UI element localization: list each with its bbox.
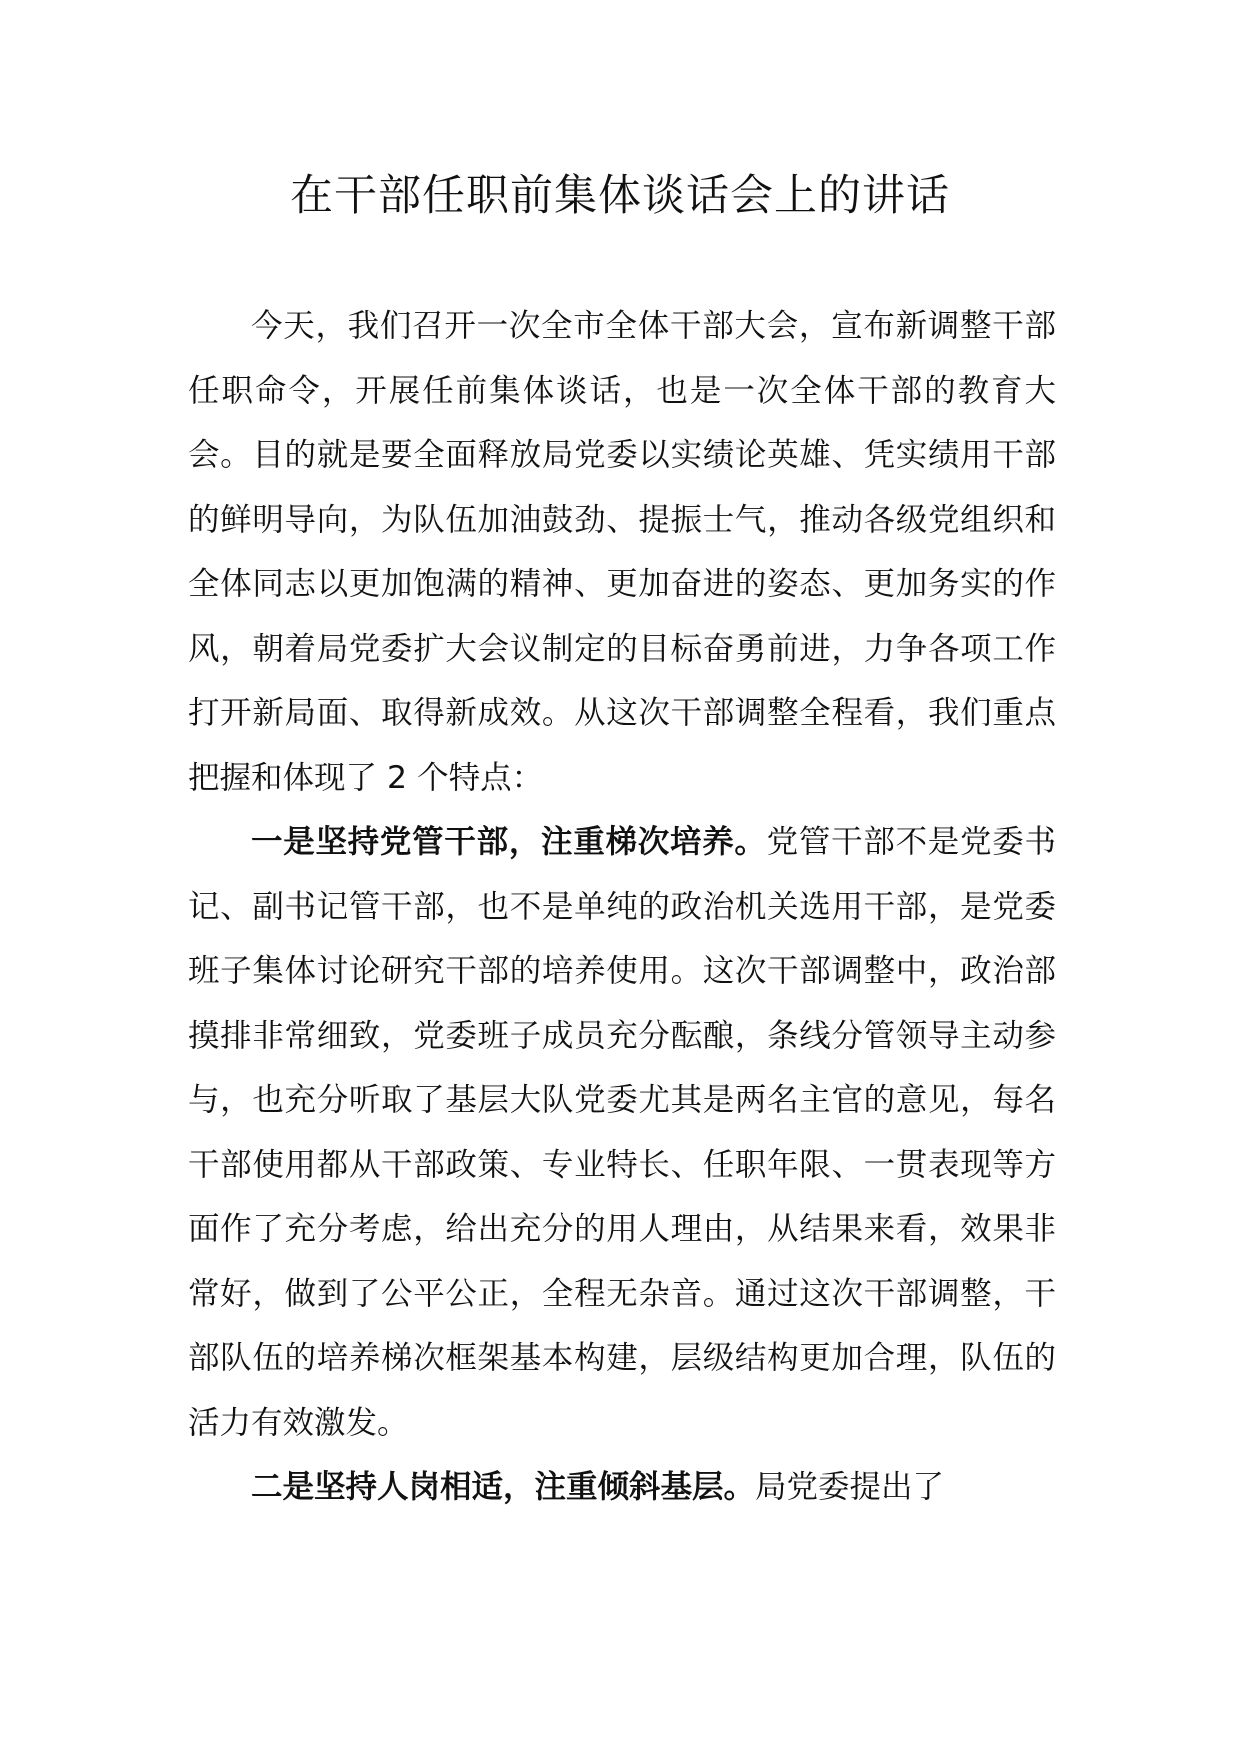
document-body	[188, 294, 1056, 1520]
paragraph-text: 党管干部不是党委书记、副书记管干部，也不是单纯的政治机关选用干部，是党委班子集体讨论研究干部的培养使用。这次干部调整中，政治部摸排非常细致，党委班子成员充分酝酿，条线分管领导主动参与，也充分听取了基层大队党委尤其是两名主官的意见，每名干部使用都从干部政策、专业特长、任职年限、一贯表现等方面作了充分考虑，给出充分的用人理由，从结果来看，效果非常好，做到了公平公正，全程无杂音。通过这次干部调整，干部队伍的培养梯次框架基本构建，层级结构更加合理，队伍的活力有效激发。	[188, 824, 1056, 1441]
paragraph-lead: 二是坚持人岗相适，注重倾斜基层。	[251, 1469, 756, 1505]
paragraph-point-two	[188, 1455, 1056, 1520]
paragraph-text: 今天，我们召开一次全市全体干部大会，宣布新调整干部任职命令，开展任前集体谈话，也是一次全体干部的教育大会。目的就是要全面释放局党委以实绩论英雄、凭实绩用干部的鲜明导向，为队伍加油鼓劲、提振士气，推动各级党组织和全体同志以更加饱满的精神、更加奋进的姿态、更加务实的作风，朝着局党委扩大会议制定的目标奋勇前进，力争各项工作打开新局面、取得新成效。从这次干部调整全程看，我们重点把握和体现了 2 个特点：	[188, 308, 1056, 796]
document-title: 在干部任职前集体谈话会上的讲话	[290, 171, 950, 221]
paragraph-lead: 一是坚持党管干部，注重梯次培养。	[251, 824, 767, 860]
paragraph-point-one	[188, 810, 1056, 1455]
paragraph-intro	[188, 294, 1056, 810]
paragraph-text: 局党委提出了	[755, 1469, 945, 1505]
